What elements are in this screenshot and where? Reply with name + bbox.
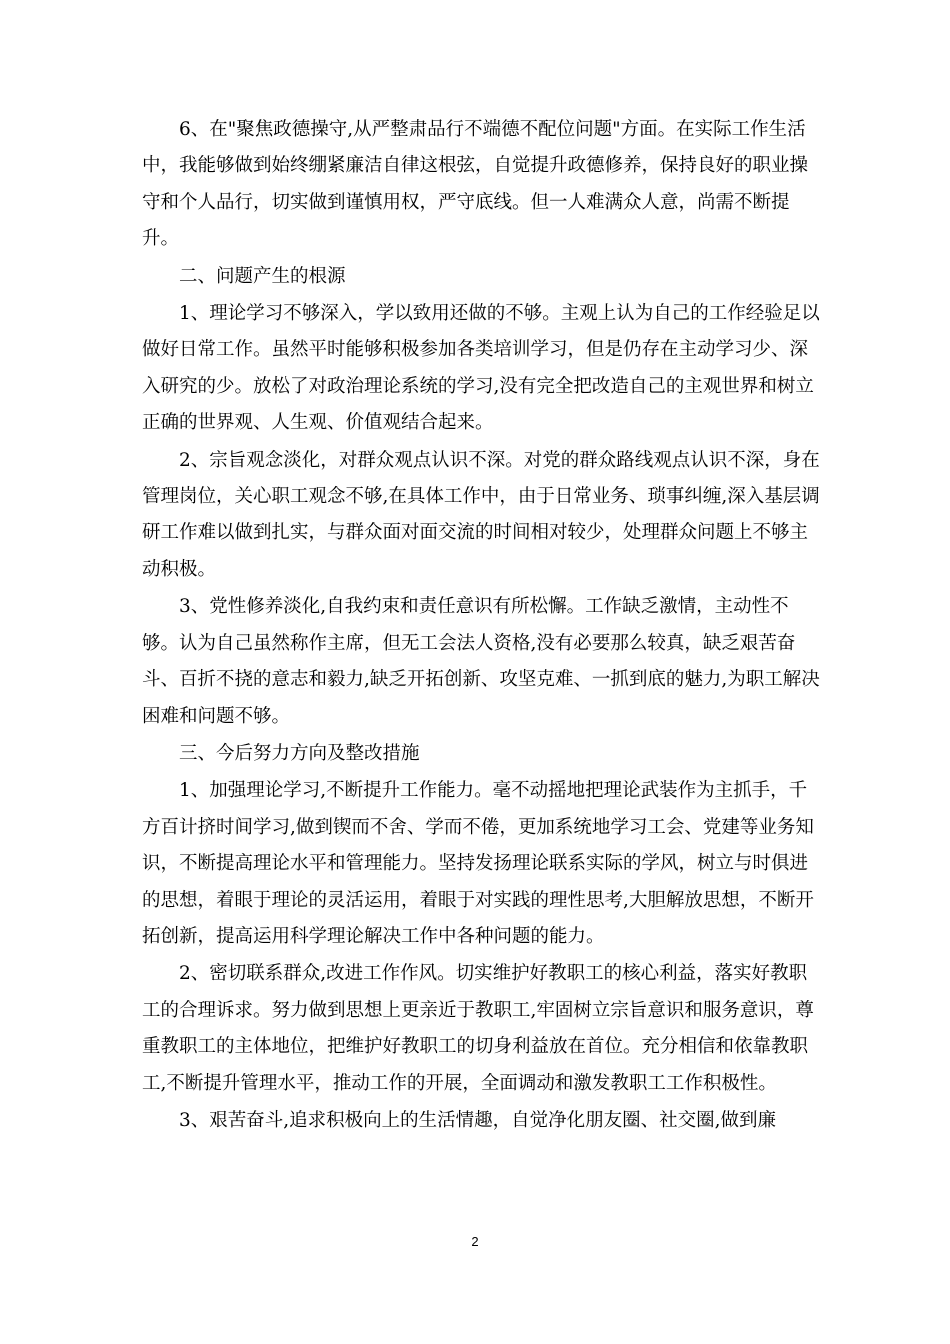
paragraph-1: 6、在"聚焦政德操守,从严整肃品行不端德不配位问题"方面。在实际工作生活中，我能够做到始终绷紧廉洁自律这根弦，自觉提升政德修养，保持良好的职业操守和个人品行，切实做到谨慎用权，严守底线。但一人难满众人意，尚需不断提升。 — [142, 119, 809, 250]
paragraph-4: 3、党性修养淡化,自我约束和责任意识有所松懈。工作缺乏激情，主动性不够。认为自己虽然称作主席，但无工会法人资格,没有必要那么较真，缺乏艰苦奋斗、百折不挠的意志和毅力,缺乏开拓创新、攻坚克难、一抓到底的魅力,为职工解决困难和问题不够。 — [142, 596, 820, 727]
page-number: 2 — [471, 1234, 479, 1249]
paragraph-6: 2、密切联系群众,改进工作作风。切实维护好教职工的核心利益，落实好教职工的合理诉求。努力做到思想上更亲近于教职工,牢固树立宗旨意识和服务意识，尊重教职工的主体地位，把维护好教职工的切身利益放在首位。充分相信和依靠教职工,不断提升管理水平，推动工作的开展，全面调动和激发教职工工作积极性。 — [142, 963, 814, 1094]
paragraph-2: 1、理论学习不够深入，学以致用还做的不够。主观上认为自己的工作经验足以做好日常工作。虽然平时能够积极参加各类培训学习，但是仍存在主动学习少、深入研究的少。放松了对政治理论系统的学习,没有完全把改造自己的主观世界和树立正确的世界观、人生观、价值观结合起来。 — [142, 303, 820, 434]
paragraph-7: 3、艰苦奋斗,追求积极向上的生活情趣，自觉净化朋友圈、社交圈,做到廉 — [179, 1109, 777, 1131]
section-heading-root-causes: 二、问题产生的根源 — [179, 265, 346, 287]
paragraph-5: 1、加强理论学习,不断提升工作能力。毫不动摇地把理论武装作为主抓手，千方百计挤时间学习,做到锲而不舍、学而不倦，更加系统地学习工会、党建等业务知识，不断提高理论水平和管理能力。坚持发扬理论联系实际的学风，树立与时俱进的思想，着眼于理论的灵活运用，着眼于对实践的理性思考,大胆解放思想，不断开拓创新，提高运用科学理论解决工作中各种问题的能力。 — [142, 780, 814, 947]
section-heading-rectification: 三、今后努力方向及整改措施 — [179, 742, 420, 764]
document-body — [142, 112, 820, 1140]
paragraph-3: 2、宗旨观念淡化，对群众观点认识不深。对党的群众路线观点认识不深，身在管理岗位，关心职工观念不够,在具体工作中，由于日常业务、琐事纠缠,深入基层调研工作难以做到扎实，与群众面对面交流的时间相对较少，处理群众问题上不够主动积极。 — [142, 449, 820, 580]
